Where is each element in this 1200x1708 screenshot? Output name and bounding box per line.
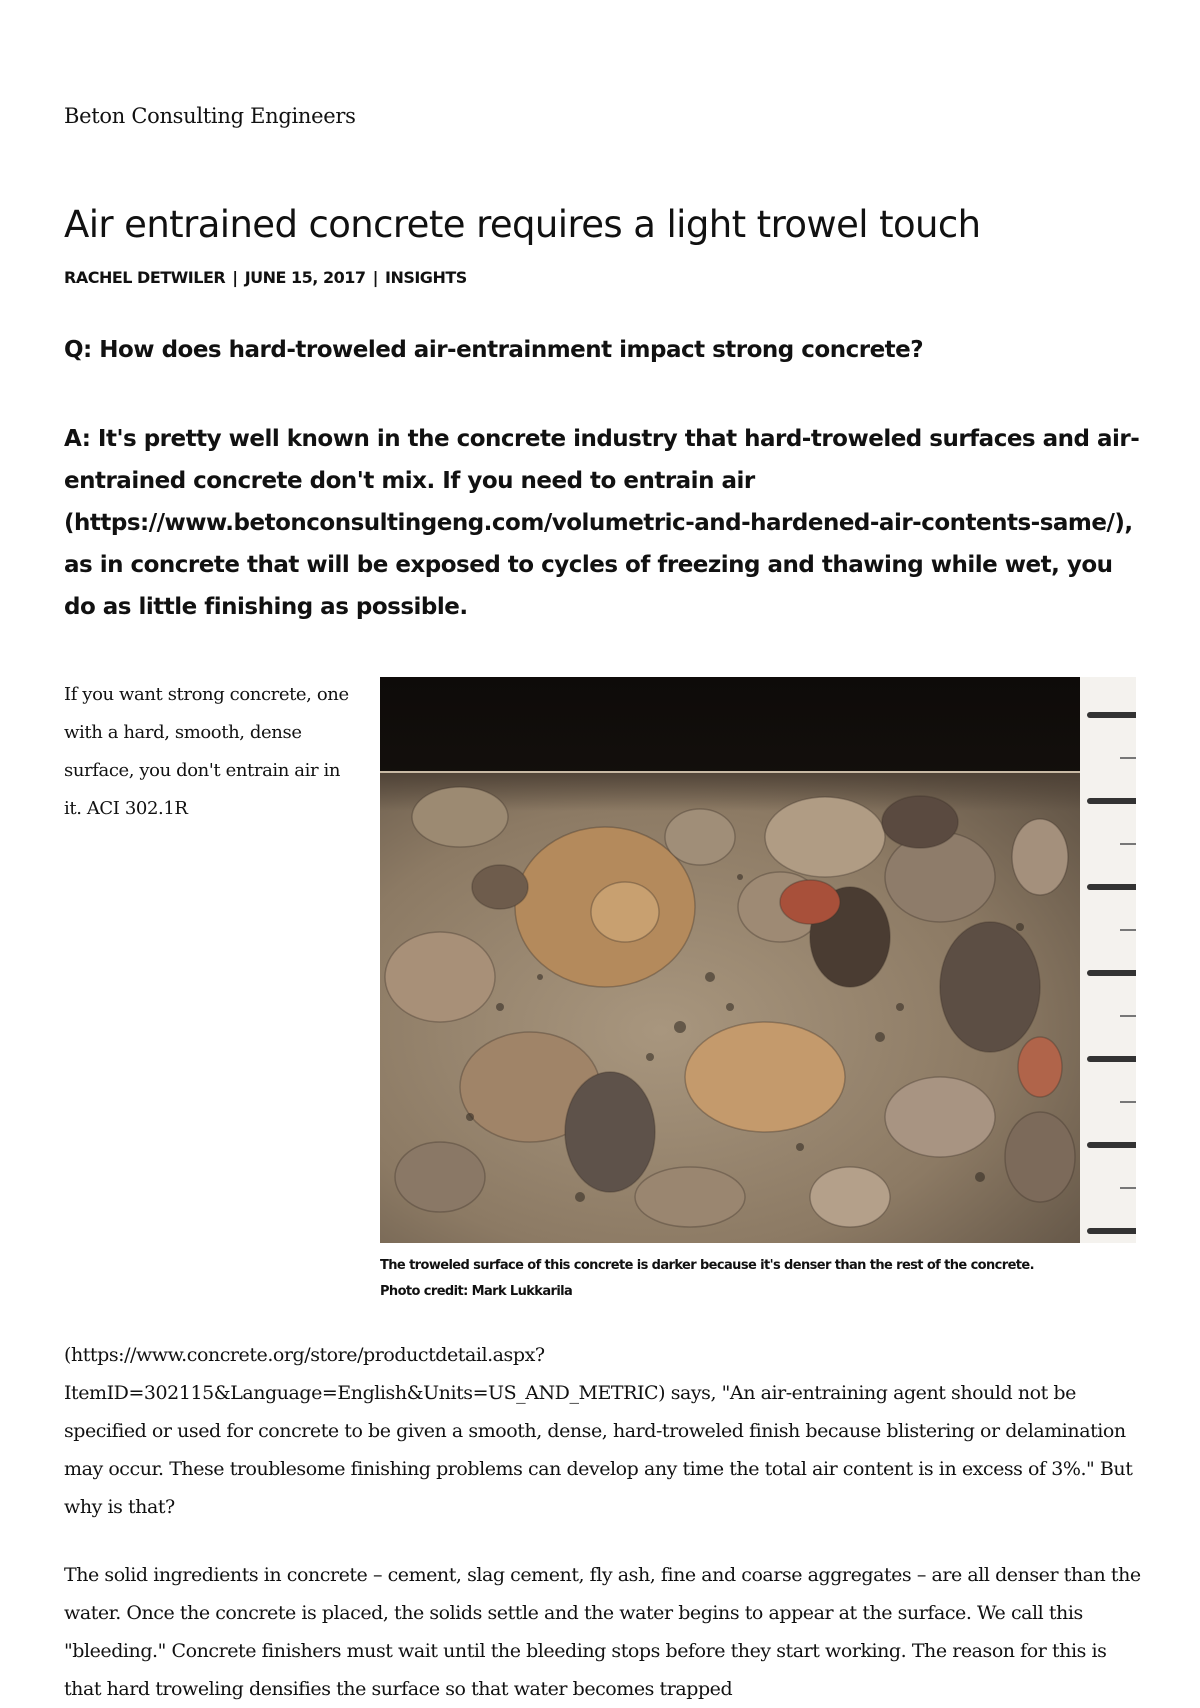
question-heading: Q: How does hard-troweled air-entrainment impact strong concrete? bbox=[64, 337, 924, 363]
byline-separator: | bbox=[372, 268, 378, 287]
site-name: Beton Consulting Engineers bbox=[64, 104, 356, 128]
byline bbox=[64, 268, 467, 287]
byline-author[interactable]: RACHEL DETWILER bbox=[64, 268, 226, 287]
body-paragraph: (https://www.concrete.org/store/productdetail.aspx?ItemID=302115&Language=English&Units=US_AND_METRIC) says, "An air-entraining agent should not be specified or used for concrete to be given a smooth, dense, hard-troweled finish because blistering or delamination may occur. These troublesome finishing problems can develop any time the total air content is in excess of 3%." But why is that? bbox=[64, 1344, 1133, 1518]
byline-category[interactable]: INSIGHTS bbox=[384, 268, 467, 287]
byline-separator: | bbox=[232, 268, 238, 287]
caption-line: The troweled surface of this concrete is darker because it's denser than the rest of the concrete. bbox=[380, 1258, 1034, 1273]
photo-credit: Photo credit: Mark Lukkarila bbox=[380, 1284, 573, 1299]
body-paragraph: The solid ingredients in concrete – cement, slag cement, fly ash, fine and coarse aggregates – are all denser than the water. Once the concrete is placed, the solids settle and the water begins to appear at the surface. We call this "bleeding." Concrete finishers must wait until the bleeding stops before they start working. The reason for this is that hard troweling densifies the surface so that water becomes trapped bbox=[64, 1564, 1141, 1700]
side-text-paragraph: If you want strong concrete, one with a hard, smooth, dense surface, you don't entrain air in it. ACI 302.1R bbox=[64, 684, 349, 819]
figure-caption bbox=[380, 1253, 1136, 1305]
article-title: Air entrained concrete requires a light trowel touch bbox=[64, 203, 981, 246]
concrete-cross-section-photo bbox=[380, 677, 1136, 1243]
answer-paragraph: A: It's pretty well known in the concrete industry that hard-troweled surfaces and air-entrained concrete don't mix. If you need to entrain air (https://www.betonconsultingeng.com/volumetric-and-hardened-air-contents-same/), as in concrete that will be exposed to cycles of freezing and thawing while wet, you do as little finishing as possible. bbox=[64, 426, 1140, 620]
concrete-figure bbox=[380, 677, 1136, 1305]
byline-date: JUNE 15, 2017 bbox=[244, 268, 366, 287]
